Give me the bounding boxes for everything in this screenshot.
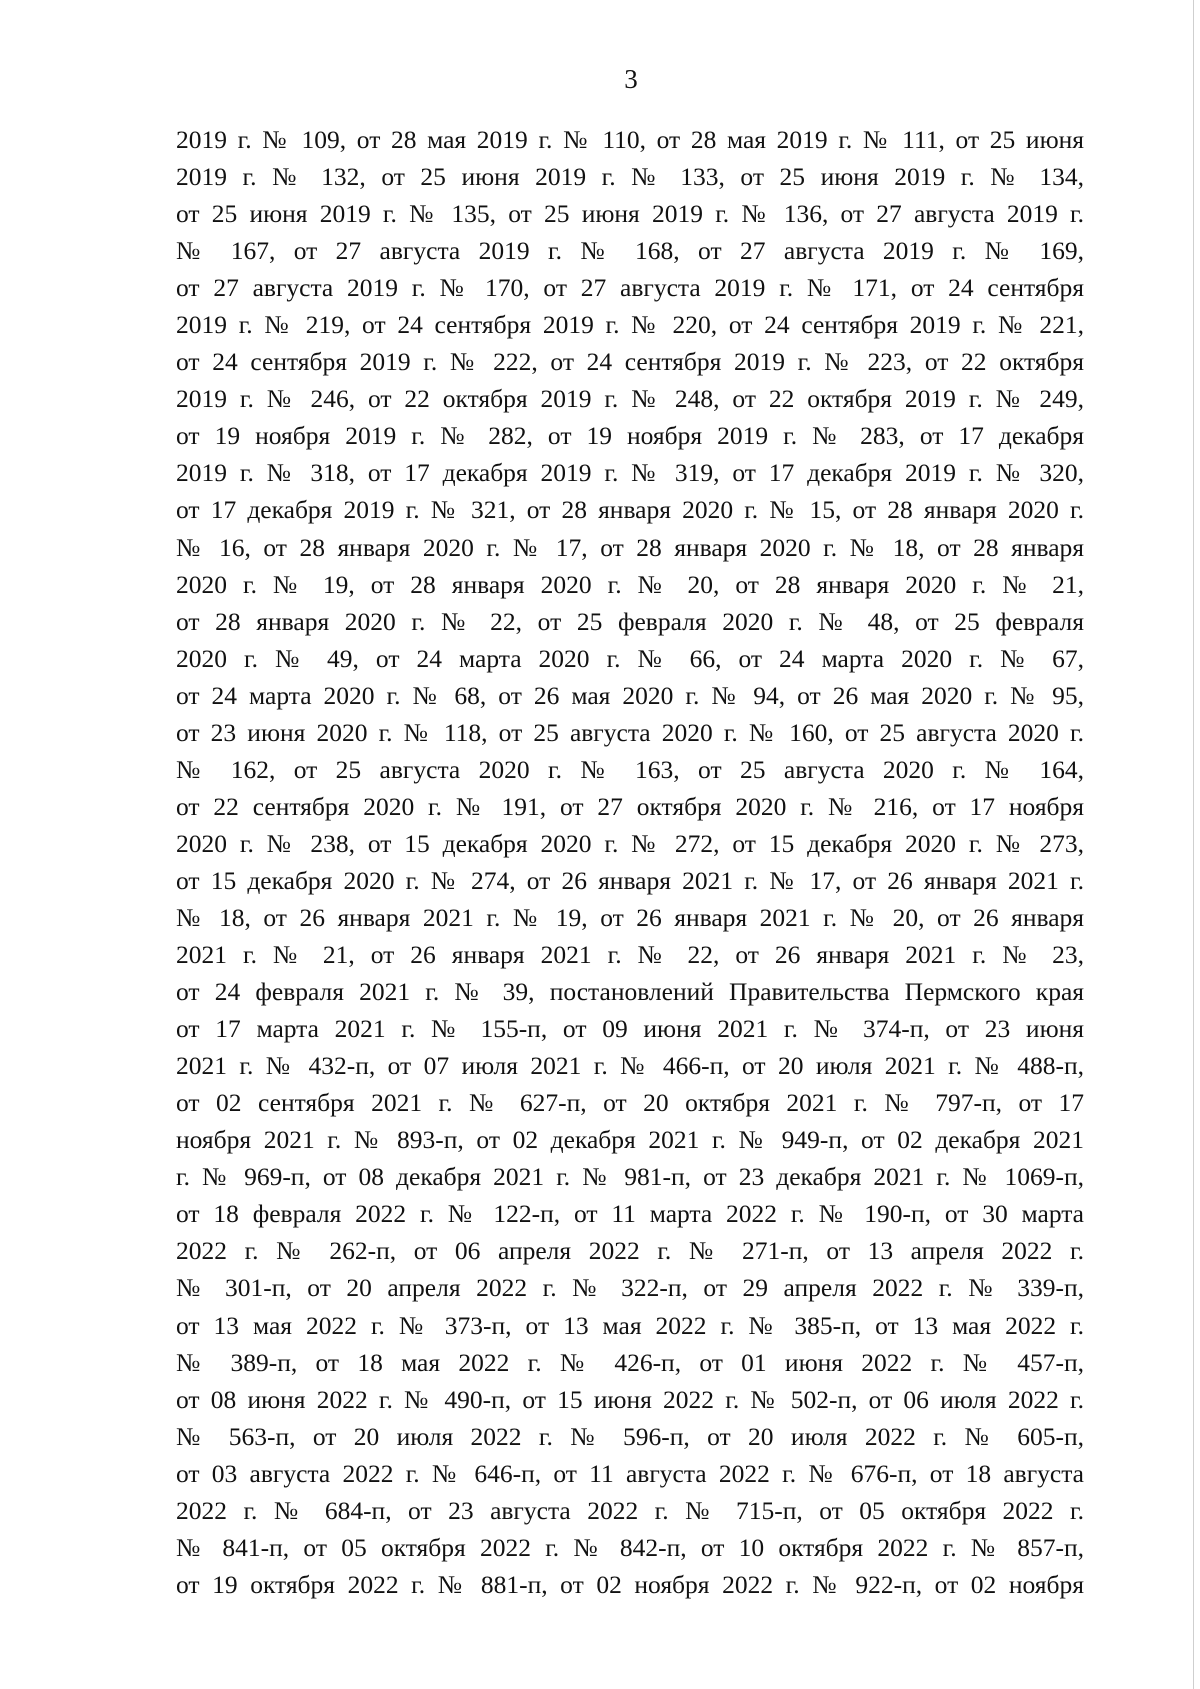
text-line: г. № 969-п, от 08 декабря 2021 г. № 981-п, от 23 декабря 2021 г. № 1069-п, <box>176 1162 1084 1192</box>
text-line: от 17 декабря 2019 г. № 321, от 28 января 2020 г. № 15, от 28 января 2020 г. <box>176 495 1084 525</box>
text-line: № 563-п, от 20 июля 2022 г. № 596-п, от 20 июля 2022 г. № 605-п, <box>176 1421 1084 1451</box>
text-line: № 18, от 26 января 2021 г. № 19, от 26 января 2021 г. № 20, от 26 января <box>176 902 1084 932</box>
text-line: 2020 г. № 238, от 15 декабря 2020 г. № 272, от 15 декабря 2020 г. № 273, <box>176 828 1084 858</box>
text-line: 2021 г. № 21, от 26 января 2021 г. № 22, от 26 января 2021 г. № 23, <box>176 940 1084 970</box>
page-edge-line <box>1193 0 1194 1689</box>
text-line: от 13 мая 2022 г. № 373-п, от 13 мая 2022 г. № 385-п, от 13 мая 2022 г. <box>176 1310 1084 1340</box>
text-line: № 162, от 25 августа 2020 г. № 163, от 25 августа 2020 г. № 164, <box>176 754 1084 784</box>
text-line: 2020 г. № 19, от 28 января 2020 г. № 20, от 28 января 2020 г. № 21, <box>176 569 1084 599</box>
page-number: 3 <box>624 64 638 94</box>
body-text <box>176 121 1084 1603</box>
text-line: от 17 марта 2021 г. № 155-п, от 09 июня 2021 г. № 374-п, от 23 июня <box>176 1014 1084 1044</box>
text-line: 2021 г. № 432-п, от 07 июля 2021 г. № 466-п, от 20 июля 2021 г. № 488-п, <box>176 1051 1084 1081</box>
text-line: 2019 г. № 246, от 22 октября 2019 г. № 248, от 22 октября 2019 г. № 249, <box>176 384 1084 414</box>
text-line: № 16, от 28 января 2020 г. № 17, от 28 января 2020 г. № 18, от 28 января <box>176 532 1084 562</box>
text-line: от 03 августа 2022 г. № 646-п, от 11 августа 2022 г. № 676-п, от 18 августа <box>176 1458 1084 1488</box>
text-line: 2019 г. № 318, от 17 декабря 2019 г. № 319, от 17 декабря 2019 г. № 320, <box>176 458 1084 488</box>
text-line: 2019 г. № 132, от 25 июня 2019 г. № 133, от 25 июня 2019 г. № 134, <box>176 162 1084 192</box>
text-line: 2019 г. № 219, от 24 сентября 2019 г. № 220, от 24 сентября 2019 г. № 221, <box>176 310 1084 340</box>
text-line: от 02 сентября 2021 г. № 627-п, от 20 октября 2021 г. № 797-п, от 17 <box>176 1088 1084 1118</box>
text-line: 2022 г. № 684-п, от 23 августа 2022 г. № 715-п, от 05 октября 2022 г. <box>176 1495 1084 1525</box>
text-line: от 24 февраля 2021 г. № 39, постановлений Правительства Пермского края <box>176 977 1084 1007</box>
text-line: от 15 декабря 2020 г. № 274, от 26 января 2021 г. № 17, от 26 января 2021 г. <box>176 865 1084 895</box>
text-line: 2020 г. № 49, от 24 марта 2020 г. № 66, от 24 марта 2020 г. № 67, <box>176 643 1084 673</box>
text-line: от 19 ноября 2019 г. № 282, от 19 ноября 2019 г. № 283, от 17 декабря <box>176 421 1084 451</box>
text-line: от 23 июня 2020 г. № 118, от 25 августа 2020 г. № 160, от 25 августа 2020 г. <box>176 717 1084 747</box>
text-line: № 167, от 27 августа 2019 г. № 168, от 27 августа 2019 г. № 169, <box>176 236 1084 266</box>
text-line: № 301-п, от 20 апреля 2022 г. № 322-п, от 29 апреля 2022 г. № 339-п, <box>176 1273 1084 1303</box>
text-line: от 24 марта 2020 г. № 68, от 26 мая 2020 г. № 94, от 26 мая 2020 г. № 95, <box>176 680 1084 710</box>
text-line: от 18 февраля 2022 г. № 122-п, от 11 марта 2022 г. № 190-п, от 30 марта <box>176 1199 1084 1229</box>
text-line: от 25 июня 2019 г. № 135, от 25 июня 2019 г. № 136, от 27 августа 2019 г. <box>176 199 1084 229</box>
text-line: 2019 г. № 109, от 28 мая 2019 г. № 110, от 28 мая 2019 г. № 111, от 25 июня <box>176 125 1084 154</box>
text-line: ноября 2021 г. № 893-п, от 02 декабря 2021 г. № 949-п, от 02 декабря 2021 <box>176 1125 1084 1155</box>
text-line: от 24 сентября 2019 г. № 222, от 24 сентября 2019 г. № 223, от 22 октября <box>176 347 1084 377</box>
text-line: от 08 июня 2022 г. № 490-п, от 15 июня 2022 г. № 502-п, от 06 июля 2022 г. <box>176 1384 1084 1414</box>
text-line: № 841-п, от 05 октября 2022 г. № 842-п, от 10 октября 2022 г. № 857-п, <box>176 1532 1084 1562</box>
text-line: от 22 сентября 2020 г. № 191, от 27 октября 2020 г. № 216, от 17 ноября <box>176 791 1084 821</box>
text-line: № 389-п, от 18 мая 2022 г. № 426-п, от 01 июня 2022 г. № 457-п, <box>176 1347 1084 1377</box>
text-line: 2022 г. № 262-п, от 06 апреля 2022 г. № 271-п, от 13 апреля 2022 г. <box>176 1236 1084 1266</box>
text-line: от 19 октября 2022 г. № 881-п, от 02 ноября 2022 г. № 922-п, от 02 ноября <box>176 1569 1084 1599</box>
text-line: от 28 января 2020 г. № 22, от 25 февраля 2020 г. № 48, от 25 февраля <box>176 606 1084 636</box>
text-line: от 27 августа 2019 г. № 170, от 27 августа 2019 г. № 171, от 24 сентября <box>176 273 1084 303</box>
